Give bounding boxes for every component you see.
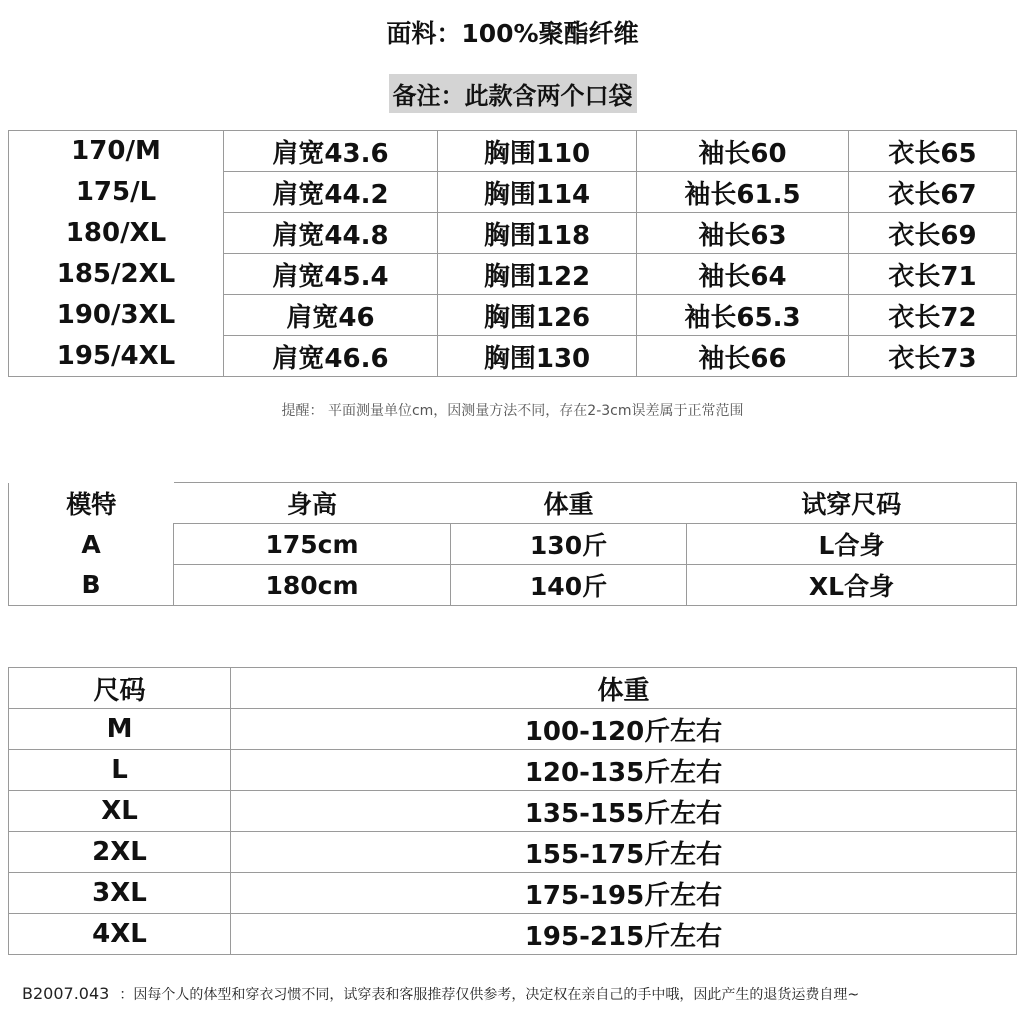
length-cell: 衣长73 [849,336,1017,377]
table-row [9,336,1017,377]
shoulder-cell: 肩宽43.6 [224,131,438,172]
size-cell: 190/3XL [9,295,224,336]
size-cell: 195/4XL [9,336,224,377]
shoulder-cell: 肩宽46.6 [224,336,438,377]
table-row [9,873,1017,914]
header-height: 身高 [174,483,451,524]
chest-cell: 胸围118 [438,213,637,254]
weight-range-cell: 100-120斤左右 [231,709,1017,750]
size-measurement-table [8,130,1017,377]
fit-cell: L合身 [687,524,1017,565]
length-cell: 衣长67 [849,172,1017,213]
chest-cell: 胸围122 [438,254,637,295]
size-cell: XL [9,791,231,832]
length-cell: 衣长72 [849,295,1017,336]
table-row [9,295,1017,336]
weight-range-cell: 135-155斤左右 [231,791,1017,832]
length-cell: 衣长69 [849,213,1017,254]
table-header-row [9,668,1017,709]
table-row [9,832,1017,873]
table-row [9,565,1017,606]
fit-cell: XL合身 [687,565,1017,606]
weight-cell: 130斤 [451,524,687,565]
shoulder-cell: 肩宽46 [224,295,438,336]
size-cell: 170/M [9,131,224,172]
table-row [9,131,1017,172]
weight-range-cell: 120-135斤左右 [231,750,1017,791]
chest-cell: 胸围110 [438,131,637,172]
chest-cell: 胸围126 [438,295,637,336]
chest-cell: 胸围130 [438,336,637,377]
table-row [9,750,1017,791]
product-code: B2007.043 [22,984,110,1003]
size-cell: M [9,709,231,750]
model-cell: B [9,565,174,606]
size-weight-table [8,667,1017,955]
sleeve-cell: 袖长61.5 [637,172,849,213]
header-size: 尺码 [9,668,231,709]
sleeve-cell: 袖长63 [637,213,849,254]
table-row [9,524,1017,565]
table-row [9,791,1017,832]
size-cell: 185/2XL [9,254,224,295]
footer-disclaimer [22,984,859,1004]
length-cell: 衣长65 [849,131,1017,172]
size-cell: 180/XL [9,213,224,254]
weight-range-cell: 175-195斤左右 [231,873,1017,914]
weight-range-cell: 155-175斤左右 [231,832,1017,873]
model-fit-table [8,482,1017,606]
table-row [9,213,1017,254]
weight-cell: 140斤 [451,565,687,606]
shoulder-cell: 肩宽44.8 [224,213,438,254]
note-wrapper [0,74,1025,113]
table-row [9,709,1017,750]
model-cell: A [9,524,174,565]
measurement-tip: 提醒： 平面测量单位cm，因测量方法不同，存在2-3cm误差属于正常范围 [281,403,744,419]
height-cell: 180cm [174,565,451,606]
header-weight: 体重 [231,668,1017,709]
pocket-note: 备注：此款含两个口袋 [389,74,637,113]
length-cell: 衣长71 [849,254,1017,295]
table-header-row [9,483,1017,524]
sleeve-cell: 袖长66 [637,336,849,377]
table-row [9,172,1017,213]
size-cell: 4XL [9,914,231,955]
sleeve-cell: 袖长65.3 [637,295,849,336]
shoulder-cell: 肩宽44.2 [224,172,438,213]
size-cell: L [9,750,231,791]
weight-range-cell: 195-215斤左右 [231,914,1017,955]
table-row [9,254,1017,295]
table-row [9,914,1017,955]
height-cell: 175cm [174,524,451,565]
header-fit-size: 试穿尺码 [687,483,1017,524]
disclaimer-text: ：因每个人的体型和穿衣习惯不同，试穿表和客服推荐仅供参考，决定权在亲自己的手中哦，因此产生的退货运费自理~ [119,987,860,1003]
size-cell: 2XL [9,832,231,873]
header-model: 模特 [9,483,174,524]
sleeve-cell: 袖长60 [637,131,849,172]
shoulder-cell: 肩宽45.4 [224,254,438,295]
chest-cell: 胸围114 [438,172,637,213]
header-weight: 体重 [451,483,687,524]
sleeve-cell: 袖长64 [637,254,849,295]
fabric-title: 面料：100%聚酯纤维 [386,19,639,48]
size-cell: 3XL [9,873,231,914]
size-cell: 175/L [9,172,224,213]
